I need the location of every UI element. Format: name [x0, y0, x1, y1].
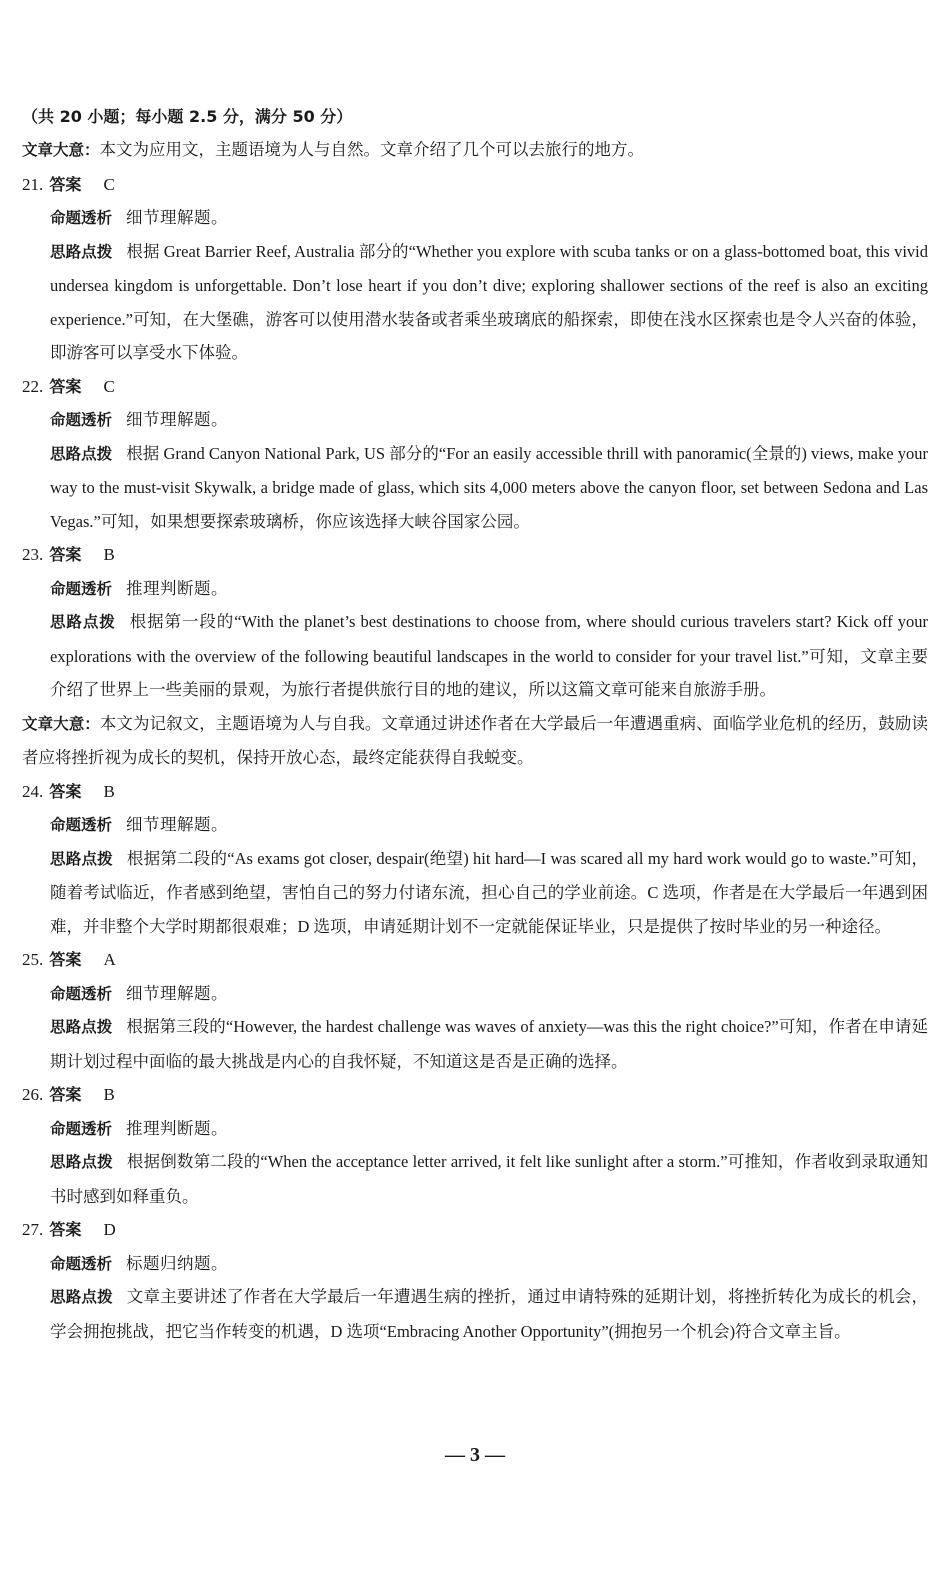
question-type-line: [50, 572, 928, 606]
reasoning-paragraph: [50, 437, 928, 539]
answer-label: 答案: [49, 781, 82, 801]
reasoning-text: 根据第一段的“With the planet’s best destinations to choose from, where should curious travelers start? Kick off your explorations with the overview of the following beautiful landscapes in the world to consider for your travel list.”可知，文章主要介绍了世界上一些美丽的景观，为旅行者提供旅行目的地的建议，所以这篇文章可能来自旅游手册。: [50, 612, 928, 699]
question-22: [22, 370, 928, 539]
question-type-label: 命题透析: [50, 209, 113, 227]
question-23: [22, 538, 928, 707]
question-type-label: 命题透析: [50, 816, 113, 834]
question-25: [22, 943, 928, 1078]
reasoning-label: 思路点拨: [50, 1153, 113, 1171]
answer-value: B: [103, 781, 115, 801]
answer-line: [22, 370, 928, 404]
answer-label: 答案: [49, 950, 82, 969]
reasoning-text: 根据第二段的“As exams got closer, despair(绝望) hit hard—I was scared all my hard work would go to waste.”可知，随着考试临近，作者感到绝望，害怕自己的努力付诸东流，担心自己的学业前途。C 选项，作者是在大学最后一年遇到困难，并非整个大学时期都很艰难；D 选项，申请延期计划不一定就能保证毕业，只是提供了按时毕业的另一种途径。: [50, 848, 928, 936]
answer-line: [22, 775, 928, 809]
summary-text: 本文为应用文，主题语境为人与自然。文章介绍了几个可以去旅行的地方。: [99, 140, 645, 159]
question-type: 标题归纳题。: [126, 1253, 229, 1273]
answer-value: A: [103, 950, 116, 969]
answer-label: 答案: [49, 174, 82, 194]
reasoning-paragraph: [50, 1280, 928, 1348]
question-number: 26.: [22, 1085, 44, 1104]
reasoning-text: 文章主要讲述了作者在大学最后一年遭遇生病的挫折，通过申请特殊的延期计划，将挫折转化为成长的机会，学会拥抱挑战，把它当作转变的机遇，D 选项“Embracing Another Opportunity”(拥抱另一个机会)符合文章主旨。: [50, 1287, 928, 1341]
question-type-line: [50, 1112, 928, 1146]
question-type-label: 命题透析: [50, 1254, 113, 1273]
question-type-line: [50, 977, 928, 1011]
question-type: 细节理解题。: [126, 815, 229, 834]
question-type-label: 命题透析: [50, 579, 113, 598]
question-24: [22, 775, 928, 944]
reasoning-paragraph: [50, 842, 928, 944]
question-type: 推理判断题。: [126, 1118, 229, 1138]
summary-label: 文章大意：: [22, 714, 100, 733]
reasoning-label: 思路点拨: [50, 1018, 113, 1036]
question-number: 25.: [22, 950, 44, 969]
question-type: 细节理解题。: [126, 208, 229, 227]
reasoning-text: 根据倒数第二段的“When the acceptance letter arrived, it felt like sunlight after a storm.”可推知，作者收到录取通知书时感到如释重负。: [50, 1152, 928, 1206]
answer-line: [22, 943, 928, 977]
answer-label: 答案: [49, 1220, 82, 1239]
summary-text: 本文为记叙文，主题语境为人与自我。文章通过讲述作者在大学最后一年遭遇重病、面临学业危机的经历，鼓励读者应将挫折视为成长的契机，保持开放心态，最终定能获得自我蜕变。: [22, 713, 928, 767]
question-type-label: 命题透析: [50, 411, 113, 429]
page-content: [22, 100, 928, 1348]
question-number: 21.: [22, 174, 44, 194]
page-number: — 3 —: [445, 1444, 505, 1466]
section-header: （共 20 小题；每小题 2.5 分，满分 50 分）: [22, 107, 353, 126]
answer-value: D: [103, 1220, 116, 1239]
reasoning-paragraph: [50, 235, 928, 370]
answer-line: [22, 168, 928, 202]
reasoning-label: 思路点拨: [50, 242, 113, 261]
question-type-line: [50, 808, 928, 842]
question-type-label: 命题透析: [50, 984, 113, 1003]
answer-value: C: [103, 174, 115, 194]
reasoning-paragraph: [50, 1010, 928, 1078]
reasoning-paragraph: [50, 1145, 928, 1213]
passage-summary: [22, 133, 928, 168]
answer-label: 答案: [49, 545, 82, 564]
question-27: [22, 1213, 928, 1348]
passage-summary: [22, 707, 928, 775]
reasoning-text: 根据 Grand Canyon National Park, US 部分的“For an easily accessible thrill with panoramic(全景的) views, make your way to the must-visit Skywalk, a bridge made of glass, which sits 4,000 meters above the canyon floor, set between Sedona and Las Vegas.”可知，如果想要探索玻璃桥，你应该选择大峡谷国家公园。: [50, 443, 928, 531]
answer-label: 答案: [49, 1085, 82, 1104]
question-21: [22, 168, 928, 370]
question-number: 22.: [22, 376, 44, 396]
question-type-line: [50, 403, 928, 437]
question-type-label: 命题透析: [50, 1119, 113, 1138]
question-type: 细节理解题。: [126, 983, 229, 1003]
answer-value: B: [103, 1085, 115, 1104]
reasoning-text: 根据 Great Barrier Reef, Australia 部分的“Whether you explore with scuba tanks or on a glass-bottomed boat, this vivid undersea kingdom is unforgettable. Don’t lose heart if you don’t dive; exploring shallower sections of the reef is also an exciting experience.”可知，在大堡礁，游客可以使用潜水装备或者乘坐玻璃底的船探索，即使在浅水区探索也是令人兴奋的体验，即游客可以享受水下体验。: [50, 241, 928, 362]
answer-value: B: [103, 545, 115, 564]
answer-line: [22, 538, 928, 572]
question-26: [22, 1078, 928, 1213]
answer-line: [22, 1213, 928, 1247]
answer-line: [22, 1078, 928, 1112]
reasoning-paragraph: [50, 605, 928, 707]
question-type: 推理判断题。: [126, 578, 229, 598]
question-number: 24.: [22, 781, 44, 801]
question-type-line: [50, 1247, 928, 1281]
reasoning-label: 思路点拨: [50, 1288, 113, 1306]
reasoning-label: 思路点拨: [50, 613, 116, 631]
question-number: 27.: [22, 1220, 44, 1239]
reasoning-text: 根据第三段的“However, the hardest challenge was waves of anxiety—was this the right choice?”可知，作者在申请延期计划过程中面临的最大挑战是内心的自我怀疑，不知道这是否是正确的选择。: [50, 1017, 928, 1071]
summary-label: 文章大意：: [22, 141, 100, 159]
reasoning-label: 思路点拨: [50, 849, 113, 868]
answer-label: 答案: [49, 376, 82, 396]
question-type: 细节理解题。: [126, 410, 229, 429]
question-number: 23.: [22, 545, 44, 564]
answer-value: C: [103, 376, 115, 396]
question-type-line: [50, 201, 928, 235]
reasoning-label: 思路点拨: [50, 444, 113, 463]
